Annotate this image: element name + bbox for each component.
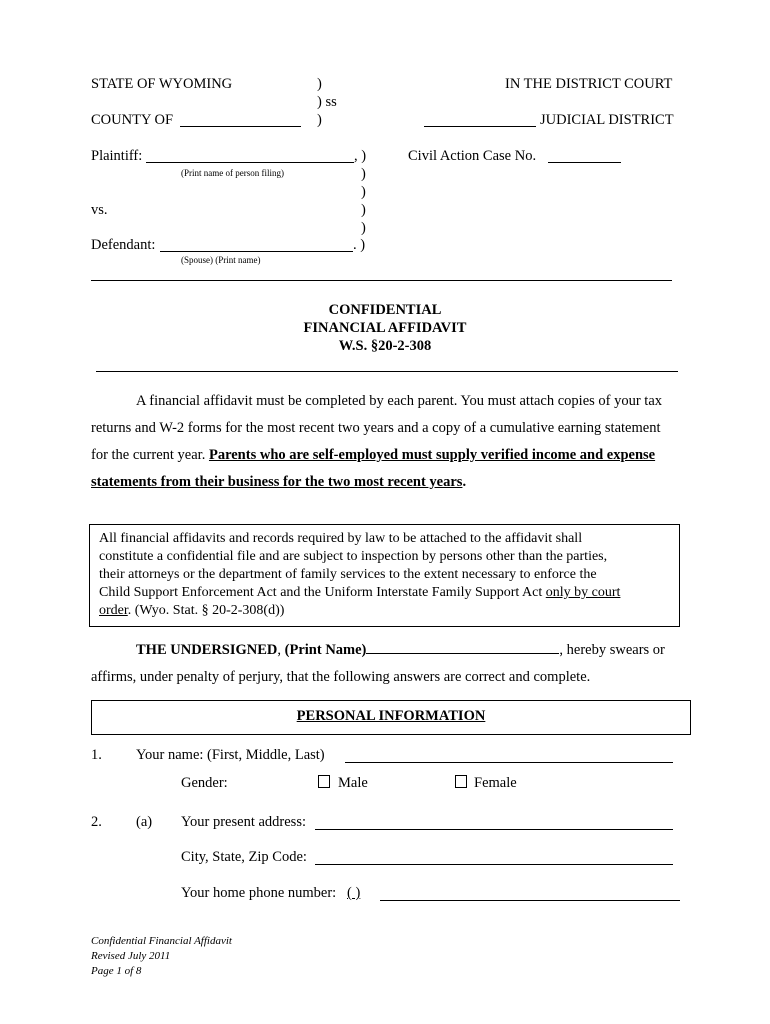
caption-divider bbox=[91, 280, 672, 281]
phone-label: Your home phone number: bbox=[181, 885, 337, 901]
q2-number: 2. bbox=[91, 814, 102, 830]
defendant-name-field[interactable] bbox=[160, 251, 353, 252]
phone-number-field[interactable] bbox=[380, 900, 680, 901]
plaintiff-hint: (Print name of person filing) bbox=[181, 168, 284, 178]
footer-form-name: Confidential Financial Affidavit bbox=[91, 935, 232, 947]
county-label: COUNTY OF bbox=[91, 112, 174, 128]
oath-comma: , bbox=[277, 642, 285, 658]
phone-area-code[interactable]: ( ) bbox=[347, 885, 361, 901]
q1-label: Your name: (First, Middle, Last) bbox=[136, 747, 325, 763]
defendant-suffix: . ) bbox=[353, 237, 366, 253]
q2-subpart: (a) bbox=[136, 814, 153, 830]
court-order-phrase-cont: order bbox=[99, 603, 128, 618]
intro-period: . bbox=[462, 474, 467, 490]
notice-line-2: constitute a confidential file and are subject to inspection by persons other than the parties, bbox=[99, 549, 608, 564]
male-label: Male bbox=[338, 775, 368, 791]
state-label: STATE OF WYOMING bbox=[91, 76, 233, 92]
vs-label: vs. bbox=[91, 202, 108, 218]
address-field[interactable] bbox=[315, 829, 673, 830]
caption-paren: ) bbox=[361, 202, 366, 218]
city-state-zip-field[interactable] bbox=[315, 864, 673, 865]
case-number-field[interactable] bbox=[548, 162, 621, 163]
defendant-label: Defendant: bbox=[91, 237, 156, 253]
address-label: Your present address: bbox=[181, 814, 306, 830]
notice-line-1: All financial affidavits and records required by law to be attached to the affidavit shall bbox=[99, 531, 583, 546]
title-line-1: CONFIDENTIAL bbox=[328, 302, 442, 318]
your-name-field[interactable] bbox=[345, 762, 673, 763]
notice-line-4 bbox=[99, 585, 620, 601]
notice-line-5 bbox=[99, 603, 284, 619]
city-state-zip-label: City, State, Zip Code: bbox=[181, 849, 307, 865]
notice-line-4-text: Child Support Enforcement Act and the Uniform Interstate Family Support Act bbox=[99, 585, 546, 600]
oath-tail: , hereby swears or bbox=[559, 642, 665, 658]
caption-ss: ) ss bbox=[317, 94, 337, 110]
title-line-2: FINANCIAL AFFIDAVIT bbox=[303, 320, 467, 336]
intro-line-3-text: for the current year. bbox=[91, 447, 209, 463]
footer-page-number: Page 1 of 8 bbox=[91, 965, 142, 977]
plaintiff-name-field[interactable] bbox=[146, 162, 354, 163]
judicial-district-label: JUDICIAL DISTRICT bbox=[540, 112, 674, 128]
court-order-phrase: only by court bbox=[545, 585, 621, 600]
plaintiff-suffix: , ) bbox=[354, 148, 367, 164]
civil-action-label: Civil Action Case No. bbox=[408, 148, 537, 164]
print-name-label: (Print Name) bbox=[284, 642, 367, 658]
footer-revision: Revised July 2011 bbox=[91, 950, 171, 962]
oath-line-1 bbox=[136, 641, 665, 659]
court-label: IN THE DISTRICT COURT bbox=[505, 76, 673, 92]
self-employed-notice-cont: statements from their business for the two most recent years bbox=[91, 474, 463, 490]
intro-line-2: returns and W-2 forms for the most recent two years and a copy of a cumulative earning statement bbox=[91, 420, 661, 436]
caption-paren: ) bbox=[317, 112, 322, 128]
section-title: PERSONAL INFORMATION bbox=[296, 708, 486, 724]
gender-label: Gender: bbox=[181, 775, 228, 791]
statute-citation: . (Wyo. Stat. § 20-2-308(d)) bbox=[127, 603, 285, 618]
title-divider bbox=[96, 371, 678, 372]
q1-number: 1. bbox=[91, 747, 102, 763]
intro-line-1: A financial affidavit must be completed by each parent. You must attach copies of your tax bbox=[136, 393, 663, 409]
notice-line-3: their attorneys or the department of family services to the extent necessary to enforce the bbox=[99, 567, 597, 582]
plaintiff-label: Plaintiff: bbox=[91, 148, 143, 164]
title-line-3: W.S. §20-2-308 bbox=[338, 338, 432, 354]
county-field[interactable] bbox=[180, 126, 301, 127]
district-number-field[interactable] bbox=[424, 126, 536, 127]
caption-paren: ) bbox=[317, 76, 322, 92]
oath-line-2: affirms, under penalty of perjury, that the following answers are correct and complete. bbox=[91, 669, 591, 685]
caption-paren: ) bbox=[361, 166, 366, 182]
self-employed-notice: Parents who are self-employed must supply verified income and expense bbox=[208, 447, 656, 463]
intro-line-4 bbox=[91, 474, 466, 491]
caption-paren: ) bbox=[361, 220, 366, 236]
print-name-field[interactable] bbox=[366, 641, 559, 654]
male-checkbox[interactable] bbox=[318, 775, 330, 788]
female-label: Female bbox=[474, 775, 517, 791]
female-checkbox[interactable] bbox=[455, 775, 467, 788]
defendant-hint: (Spouse) (Print name) bbox=[181, 255, 261, 265]
intro-line-3 bbox=[91, 447, 655, 464]
caption-paren: ) bbox=[361, 184, 366, 200]
undersigned-label: THE UNDERSIGNED bbox=[136, 642, 278, 658]
